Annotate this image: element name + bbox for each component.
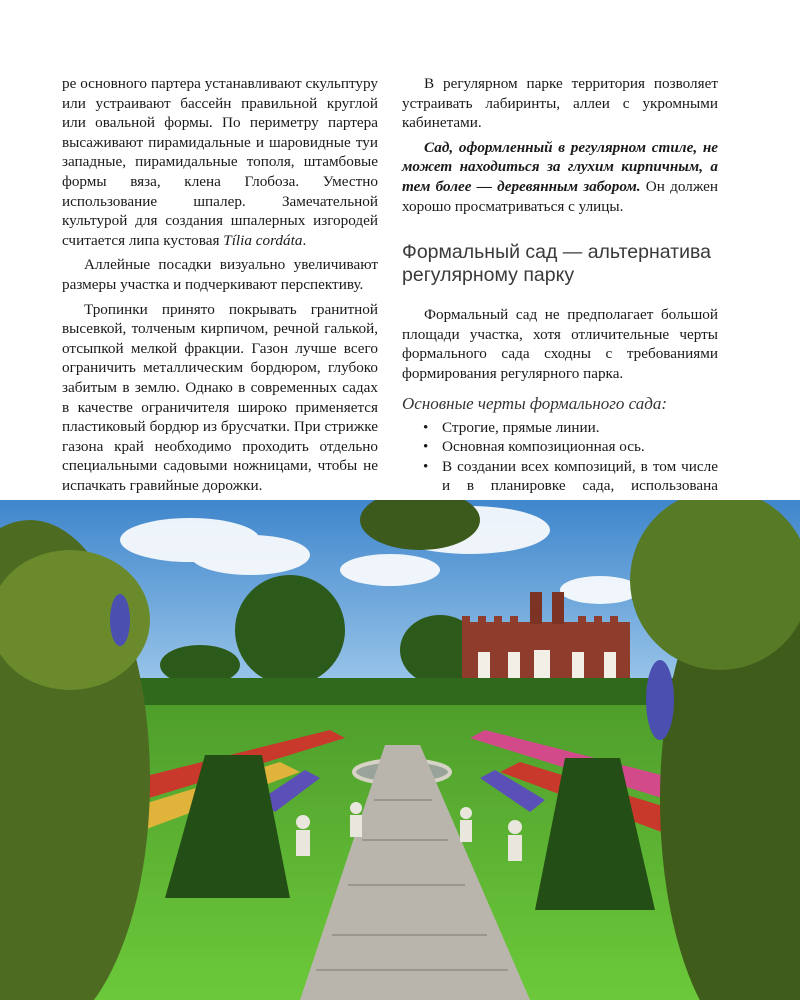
- right-paragraph-1: В регулярном парке территория позволяет устраивать лабиринты, аллеи с укромными кабинетами.: [402, 75, 718, 132]
- emphasis-text: Сад, оформленный в регулярном стиле, не может находиться за глухим кирпичным, а тем более — деревянным забором.: [402, 138, 718, 195]
- formal-garden-photo: [0, 500, 800, 1000]
- right-paragraph-2: Сад, оформленный в регулярном стиле, не может находиться за глухим кирпичным, а тем более — деревянным забором. Он должен хорошо просматриваться с улицы.: [402, 138, 718, 215]
- section-heading: Формальный сад — альтернатива регулярному парку: [402, 241, 711, 287]
- left-text-column: [62, 74, 378, 495]
- list-item: • Основная композиционная ось.: [442, 437, 718, 457]
- list-item: • Строгие, прямые линии.: [442, 418, 718, 438]
- left-paragraph-1: ре основного партера устанавливают скульптуру или устраивают бассейн правильной круглой или овальной формы. По периметру партера высаживают пирамидальные и шаровидные туи западные, пирамидальные тополя, штамбовые формы вяза, клена Глобоза. Уместно использование шпалер. Замечательной культурой для создания шпалерных изгородей считается липа кустовая Tília cordáta.: [62, 75, 378, 249]
- right-paragraph-3: Формальный сад не предполагает большой площади участка, хотя отличительные черты формального сада сходны с требованиями формирования регулярного парка.: [402, 306, 718, 382]
- features-subheading: Основные черты формального сада:: [402, 393, 668, 413]
- latin-name: Tília cordáta: [223, 231, 303, 249]
- left-paragraph-3: Тропинки принято покрывать гранитной высевкой, толченым кирпичом, речной галькой, отсыпкой мелкой фракции. Газон лучше всего ограничить металлическим бордюром, глубоко забитым в землю. Однако в современных садах в качестве ограничителя широко применяется пластиковый бордюр из брусчатки. При стрижке газона край необходимо проходить отдельно специальными садовыми ножницами, чтобы не испачкать гравийные дорожки.: [62, 300, 378, 494]
- right-text-column: [402, 74, 718, 516]
- list-item: • В создании всех композиций, в том числе и в планировке сада, использована: [442, 457, 718, 516]
- left-paragraph-2: Аллейные посадки визуально увеличивают размеры участка и подчеркивают перспективу.: [62, 256, 378, 293]
- back-hedge: [130, 678, 690, 708]
